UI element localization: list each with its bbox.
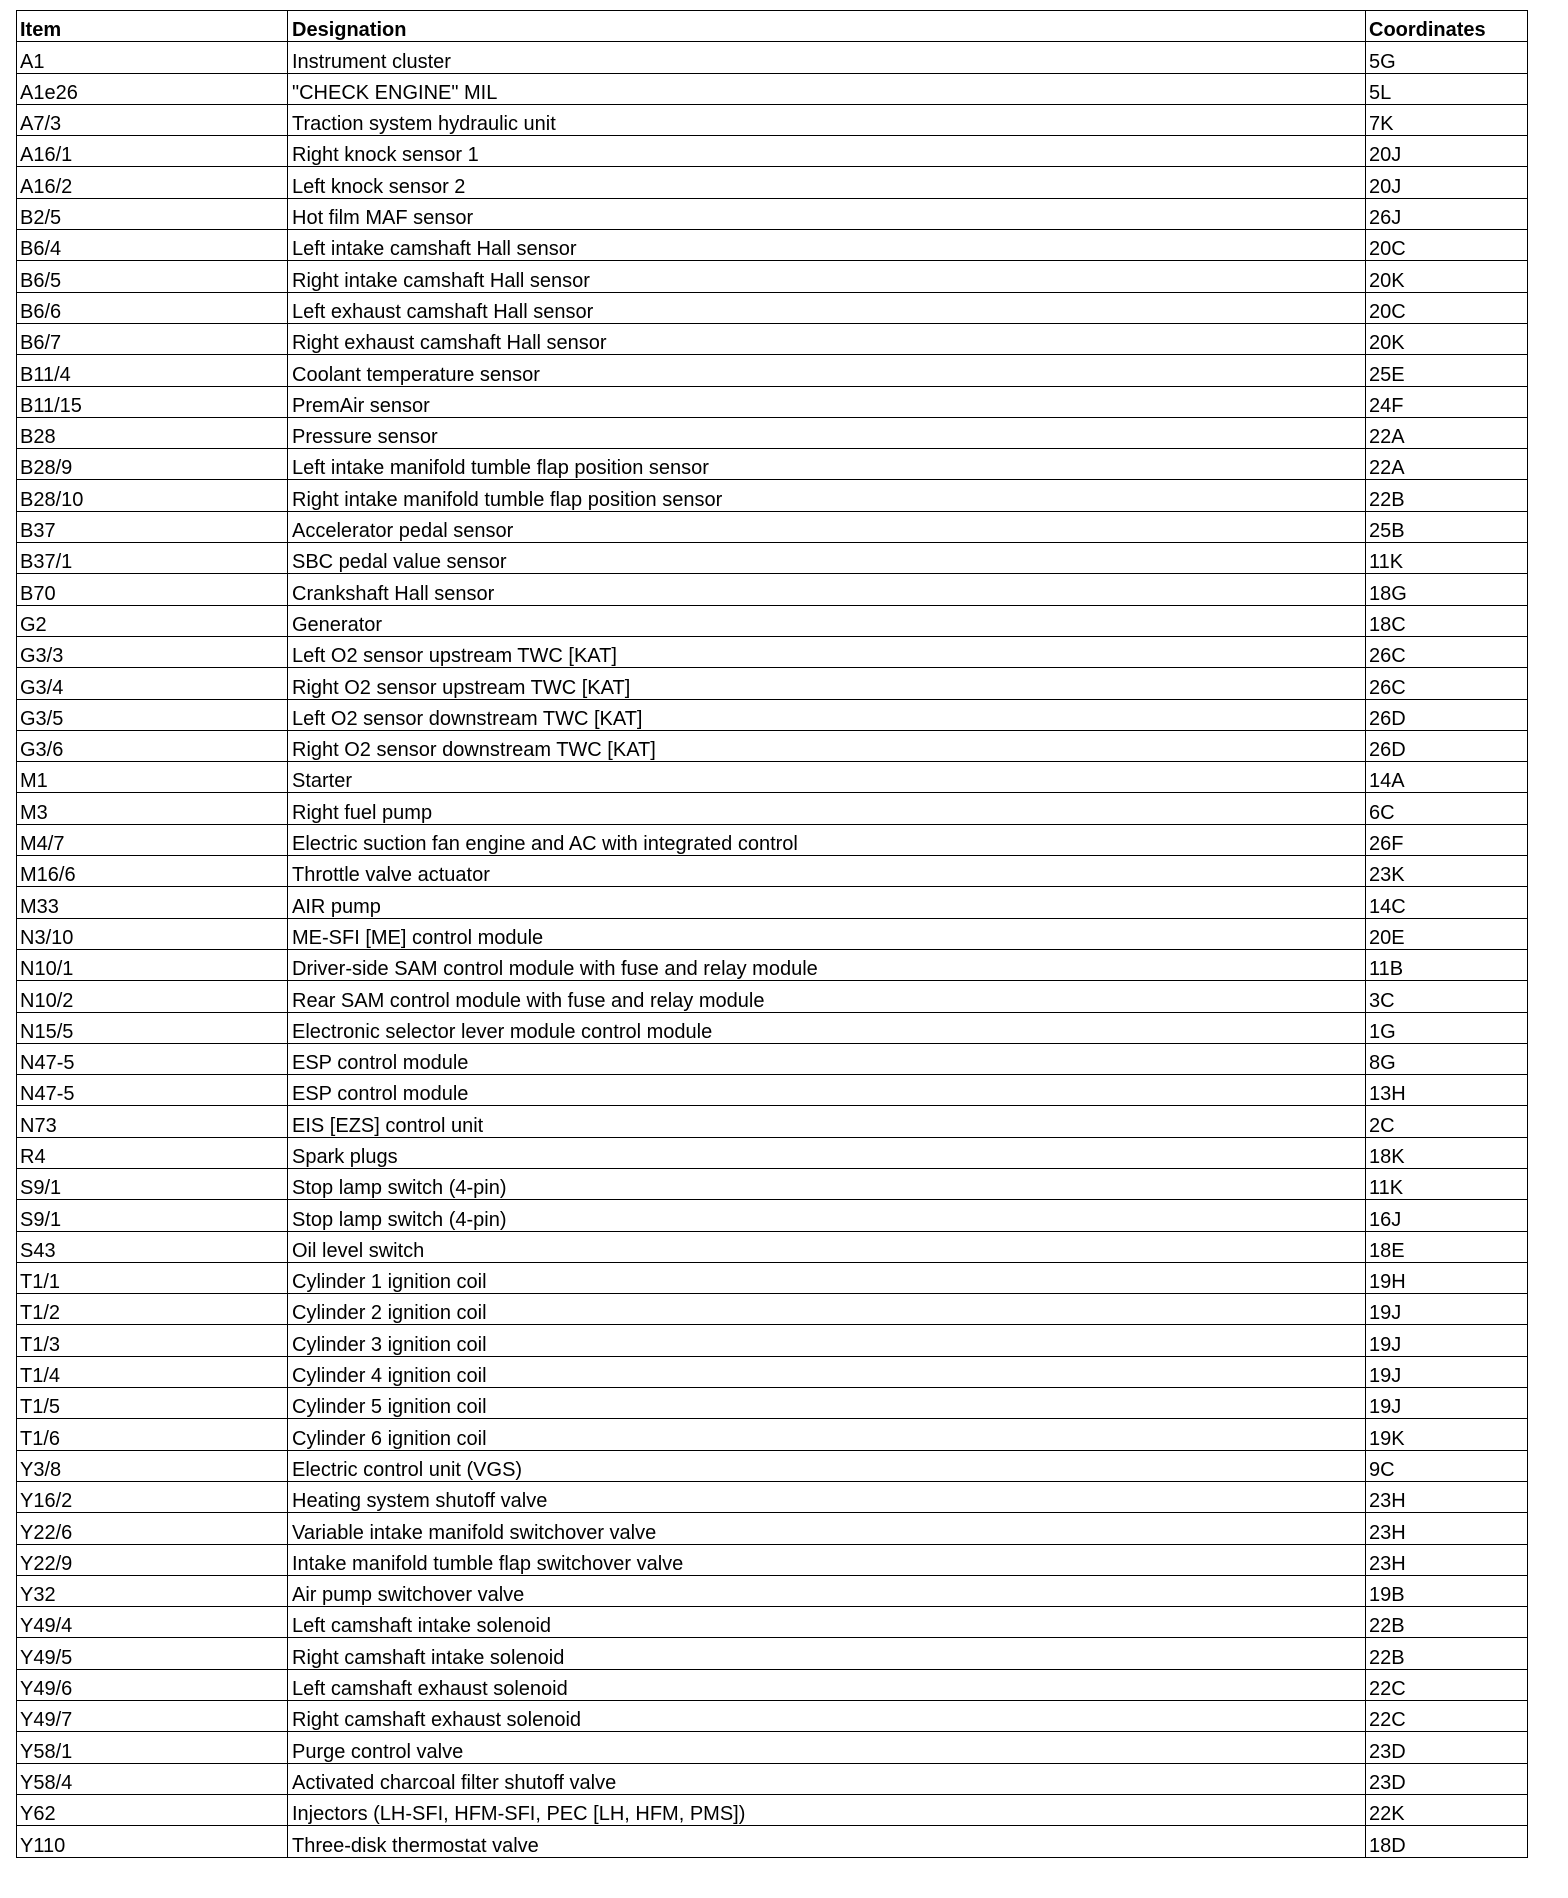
item-cell: G3/3 (17, 636, 288, 667)
table-row (17, 1356, 1528, 1387)
designation-cell: Cylinder 6 ignition coil (288, 1419, 1366, 1450)
designation-cell: Crankshaft Hall sensor (288, 574, 1366, 605)
item-cell: N73 (17, 1106, 288, 1137)
coordinates-cell: 23D (1366, 1732, 1528, 1763)
coordinates-cell: 19J (1366, 1356, 1528, 1387)
designation-cell: Stop lamp switch (4-pin) (288, 1168, 1366, 1199)
table-row (17, 1513, 1528, 1544)
coordinates-cell: 14C (1366, 887, 1528, 918)
item-cell: T1/3 (17, 1325, 288, 1356)
designation-cell: Injectors (LH-SFI, HFM-SFI, PEC [LH, HFM, PMS]) (288, 1794, 1366, 1825)
designation-cell: Electric suction fan engine and AC with integrated control (288, 824, 1366, 855)
coordinates-cell: 23D (1366, 1763, 1528, 1794)
coordinates-cell: 26C (1366, 668, 1528, 699)
designation-cell: Left O2 sensor upstream TWC [KAT] (288, 636, 1366, 667)
table-row (17, 1450, 1528, 1481)
coordinates-cell: 22B (1366, 480, 1528, 511)
coordinates-cell: 6C (1366, 793, 1528, 824)
designation-cell: ESP control module (288, 1075, 1366, 1106)
coordinates-cell: 18G (1366, 574, 1528, 605)
table-row (17, 1763, 1528, 1794)
coordinates-cell: 2C (1366, 1106, 1528, 1137)
coordinates-cell: 5G (1366, 42, 1528, 73)
designation-cell: Intake manifold tumble flap switchover valve (288, 1544, 1366, 1575)
coordinates-cell: 19H (1366, 1262, 1528, 1293)
designation-cell: Coolant temperature sensor (288, 355, 1366, 386)
coordinates-cell: 11K (1366, 1168, 1528, 1199)
table-row (17, 1388, 1528, 1419)
item-cell: T1/1 (17, 1262, 288, 1293)
item-cell: G3/6 (17, 730, 288, 761)
designation-cell: Cylinder 5 ignition coil (288, 1388, 1366, 1419)
item-cell: N47-5 (17, 1043, 288, 1074)
table-row (17, 793, 1528, 824)
designation-cell: Right exhaust camshaft Hall sensor (288, 323, 1366, 354)
coordinates-cell: 9C (1366, 1450, 1528, 1481)
designation-cell: Left camshaft exhaust solenoid (288, 1669, 1366, 1700)
table-row (17, 824, 1528, 855)
designation-cell: Left intake manifold tumble flap position sensor (288, 449, 1366, 480)
designation-cell: Traction system hydraulic unit (288, 104, 1366, 135)
coordinates-cell: 22B (1366, 1638, 1528, 1669)
table-row (17, 668, 1528, 699)
designation-cell: Heating system shutoff valve (288, 1481, 1366, 1512)
coordinates-cell: 20E (1366, 918, 1528, 949)
coordinates-cell: 18C (1366, 605, 1528, 636)
designation-cell: ME-SFI [ME] control module (288, 918, 1366, 949)
designation-cell: Left intake camshaft Hall sensor (288, 230, 1366, 261)
coordinates-cell: 22A (1366, 417, 1528, 448)
designation-cell: Right camshaft exhaust solenoid (288, 1701, 1366, 1732)
designation-cell: Instrument cluster (288, 42, 1366, 73)
designation-cell: ESP control module (288, 1043, 1366, 1074)
designation-cell: Right camshaft intake solenoid (288, 1638, 1366, 1669)
item-cell: G3/4 (17, 668, 288, 699)
designation-cell: Right intake manifold tumble flap position sensor (288, 480, 1366, 511)
table-row (17, 1325, 1528, 1356)
item-cell: N15/5 (17, 1012, 288, 1043)
item-cell: M16/6 (17, 856, 288, 887)
coordinates-cell: 16J (1366, 1200, 1528, 1231)
item-cell: B28/10 (17, 480, 288, 511)
coordinates-cell: 20K (1366, 323, 1528, 354)
table-row (17, 1481, 1528, 1512)
item-cell: A16/2 (17, 167, 288, 198)
designation-cell: Stop lamp switch (4-pin) (288, 1200, 1366, 1231)
item-cell: B6/6 (17, 292, 288, 323)
designation-cell: Starter (288, 762, 1366, 793)
designation-cell: AIR pump (288, 887, 1366, 918)
coordinates-cell: 18D (1366, 1826, 1528, 1857)
table-row (17, 417, 1528, 448)
designation-cell: Electric control unit (VGS) (288, 1450, 1366, 1481)
table-row (17, 856, 1528, 887)
table-row (17, 1075, 1528, 1106)
table-body (17, 42, 1528, 1857)
table-row (17, 1638, 1528, 1669)
coordinates-cell: 22B (1366, 1607, 1528, 1638)
coordinates-cell: 22C (1366, 1701, 1528, 1732)
item-cell: Y49/6 (17, 1669, 288, 1700)
table-row (17, 167, 1528, 198)
item-cell: Y22/6 (17, 1513, 288, 1544)
item-cell: B11/15 (17, 386, 288, 417)
item-cell: T1/6 (17, 1419, 288, 1450)
designation-cell: Air pump switchover valve (288, 1575, 1366, 1606)
designation-cell: Throttle valve actuator (288, 856, 1366, 887)
coordinates-cell: 14A (1366, 762, 1528, 793)
table-row (17, 1544, 1528, 1575)
item-cell: M4/7 (17, 824, 288, 855)
item-cell: B6/4 (17, 230, 288, 261)
table-row (17, 136, 1528, 167)
table-row (17, 449, 1528, 480)
item-cell: T1/5 (17, 1388, 288, 1419)
item-cell: Y58/4 (17, 1763, 288, 1794)
coordinates-cell: 8G (1366, 1043, 1528, 1074)
table-row (17, 605, 1528, 636)
table-row (17, 1732, 1528, 1763)
designation-cell: Cylinder 4 ignition coil (288, 1356, 1366, 1387)
table-row (17, 574, 1528, 605)
designation-cell: "CHECK ENGINE" MIL (288, 73, 1366, 104)
table-row (17, 1607, 1528, 1638)
coordinates-cell: 18E (1366, 1231, 1528, 1262)
table-row (17, 1575, 1528, 1606)
item-cell: S9/1 (17, 1200, 288, 1231)
designation-cell: Right O2 sensor downstream TWC [KAT] (288, 730, 1366, 761)
item-cell: B6/7 (17, 323, 288, 354)
coordinates-cell: 11B (1366, 949, 1528, 980)
coordinates-cell: 19J (1366, 1294, 1528, 1325)
item-cell: B6/5 (17, 261, 288, 292)
item-cell: M33 (17, 887, 288, 918)
item-cell: Y16/2 (17, 1481, 288, 1512)
item-column-header: Item (17, 11, 288, 42)
table-row (17, 104, 1528, 135)
header-row (17, 11, 1528, 42)
coordinates-cell: 26C (1366, 636, 1528, 667)
designation-cell: Electronic selector lever module control module (288, 1012, 1366, 1043)
item-cell: N47-5 (17, 1075, 288, 1106)
item-cell: R4 (17, 1137, 288, 1168)
designation-cell: Oil level switch (288, 1231, 1366, 1262)
coordinates-cell: 26D (1366, 730, 1528, 761)
item-cell: A7/3 (17, 104, 288, 135)
table-row (17, 1419, 1528, 1450)
designation-cell: Left knock sensor 2 (288, 167, 1366, 198)
item-cell: S43 (17, 1231, 288, 1262)
table-row (17, 981, 1528, 1012)
item-cell: Y49/4 (17, 1607, 288, 1638)
item-cell: A1e26 (17, 73, 288, 104)
coordinates-cell: 22A (1366, 449, 1528, 480)
item-cell: A1 (17, 42, 288, 73)
coordinates-cell: 7K (1366, 104, 1528, 135)
item-cell: N10/1 (17, 949, 288, 980)
table-row (17, 480, 1528, 511)
designation-column-header: Designation (288, 11, 1366, 42)
coordinates-cell: 18K (1366, 1137, 1528, 1168)
item-cell: Y3/8 (17, 1450, 288, 1481)
coordinates-cell: 26D (1366, 699, 1528, 730)
item-cell: Y62 (17, 1794, 288, 1825)
item-cell: T1/2 (17, 1294, 288, 1325)
designation-cell: Pressure sensor (288, 417, 1366, 448)
designation-cell: Activated charcoal filter shutoff valve (288, 1763, 1366, 1794)
item-cell: A16/1 (17, 136, 288, 167)
coordinates-cell: 23H (1366, 1481, 1528, 1512)
designation-cell: Purge control valve (288, 1732, 1366, 1763)
item-cell: Y110 (17, 1826, 288, 1857)
designation-cell: Generator (288, 605, 1366, 636)
designation-cell: Right knock sensor 1 (288, 136, 1366, 167)
table-row (17, 699, 1528, 730)
item-cell: B11/4 (17, 355, 288, 386)
item-cell: B37/1 (17, 543, 288, 574)
item-cell: Y49/5 (17, 1638, 288, 1669)
coordinates-cell: 19J (1366, 1388, 1528, 1419)
item-cell: Y32 (17, 1575, 288, 1606)
item-cell: Y58/1 (17, 1732, 288, 1763)
component-legend-table (16, 10, 1528, 1858)
coordinates-cell: 19J (1366, 1325, 1528, 1356)
table-row (17, 42, 1528, 73)
table-row (17, 198, 1528, 229)
item-cell: B70 (17, 574, 288, 605)
coordinates-cell: 13H (1366, 1075, 1528, 1106)
table-row (17, 1137, 1528, 1168)
table-row (17, 762, 1528, 793)
designation-cell: Three-disk thermostat valve (288, 1826, 1366, 1857)
table-row (17, 1012, 1528, 1043)
item-cell: S9/1 (17, 1168, 288, 1199)
item-cell: M1 (17, 762, 288, 793)
table-row (17, 73, 1528, 104)
table-row (17, 1168, 1528, 1199)
item-cell: B37 (17, 511, 288, 542)
designation-cell: Left camshaft intake solenoid (288, 1607, 1366, 1638)
designation-cell: Rear SAM control module with fuse and relay module (288, 981, 1366, 1012)
item-cell: N10/2 (17, 981, 288, 1012)
coordinates-cell: 3C (1366, 981, 1528, 1012)
designation-cell: Cylinder 1 ignition coil (288, 1262, 1366, 1293)
coordinates-cell: 25E (1366, 355, 1528, 386)
table-row (17, 323, 1528, 354)
designation-cell: SBC pedal value sensor (288, 543, 1366, 574)
designation-cell: Accelerator pedal sensor (288, 511, 1366, 542)
table-row (17, 1106, 1528, 1137)
item-cell: T1/4 (17, 1356, 288, 1387)
designation-cell: Hot film MAF sensor (288, 198, 1366, 229)
item-cell: B28/9 (17, 449, 288, 480)
designation-cell: Driver-side SAM control module with fuse and relay module (288, 949, 1366, 980)
table-row (17, 949, 1528, 980)
designation-cell: Right fuel pump (288, 793, 1366, 824)
coordinates-cell: 20J (1366, 167, 1528, 198)
coordinates-cell: 23K (1366, 856, 1528, 887)
coordinates-cell: 26J (1366, 198, 1528, 229)
coordinates-cell: 22C (1366, 1669, 1528, 1700)
coordinates-cell: 11K (1366, 543, 1528, 574)
designation-cell: PremAir sensor (288, 386, 1366, 417)
table-row (17, 1701, 1528, 1732)
designation-cell: Right O2 sensor upstream TWC [KAT] (288, 668, 1366, 699)
table-row (17, 1200, 1528, 1231)
table-row (17, 1826, 1528, 1857)
item-cell: B2/5 (17, 198, 288, 229)
designation-cell: Left exhaust camshaft Hall sensor (288, 292, 1366, 323)
coordinates-cell: 20C (1366, 230, 1528, 261)
designation-cell: Cylinder 2 ignition coil (288, 1294, 1366, 1325)
coordinates-column-header: Coordinates (1366, 11, 1528, 42)
item-cell: Y49/7 (17, 1701, 288, 1732)
table-row (17, 1043, 1528, 1074)
coordinates-cell: 20J (1366, 136, 1528, 167)
designation-cell: Left O2 sensor downstream TWC [KAT] (288, 699, 1366, 730)
table-row (17, 1294, 1528, 1325)
coordinates-cell: 19B (1366, 1575, 1528, 1606)
table-row (17, 543, 1528, 574)
table-row (17, 887, 1528, 918)
designation-cell: Cylinder 3 ignition coil (288, 1325, 1366, 1356)
coordinates-cell: 20K (1366, 261, 1528, 292)
item-cell: B28 (17, 417, 288, 448)
table-row (17, 1794, 1528, 1825)
coordinates-cell: 20C (1366, 292, 1528, 323)
item-cell: M3 (17, 793, 288, 824)
designation-cell: Right intake camshaft Hall sensor (288, 261, 1366, 292)
coordinates-cell: 23H (1366, 1513, 1528, 1544)
coordinates-cell: 26F (1366, 824, 1528, 855)
table-row (17, 386, 1528, 417)
item-cell: Y22/9 (17, 1544, 288, 1575)
item-cell: G2 (17, 605, 288, 636)
table-row (17, 230, 1528, 261)
coordinates-cell: 1G (1366, 1012, 1528, 1043)
coordinates-cell: 23H (1366, 1544, 1528, 1575)
table-row (17, 1262, 1528, 1293)
table-row (17, 1669, 1528, 1700)
designation-cell: EIS [EZS] control unit (288, 1106, 1366, 1137)
table-row (17, 1231, 1528, 1262)
item-cell: G3/5 (17, 699, 288, 730)
table-row (17, 261, 1528, 292)
designation-cell: Variable intake manifold switchover valve (288, 1513, 1366, 1544)
table-row (17, 730, 1528, 761)
coordinates-cell: 22K (1366, 1794, 1528, 1825)
coordinates-cell: 19K (1366, 1419, 1528, 1450)
coordinates-cell: 5L (1366, 73, 1528, 104)
table-row (17, 636, 1528, 667)
coordinates-cell: 24F (1366, 386, 1528, 417)
designation-cell: Spark plugs (288, 1137, 1366, 1168)
item-cell: N3/10 (17, 918, 288, 949)
table-row (17, 918, 1528, 949)
table-row (17, 292, 1528, 323)
coordinates-cell: 25B (1366, 511, 1528, 542)
table-row (17, 355, 1528, 386)
table-row (17, 511, 1528, 542)
